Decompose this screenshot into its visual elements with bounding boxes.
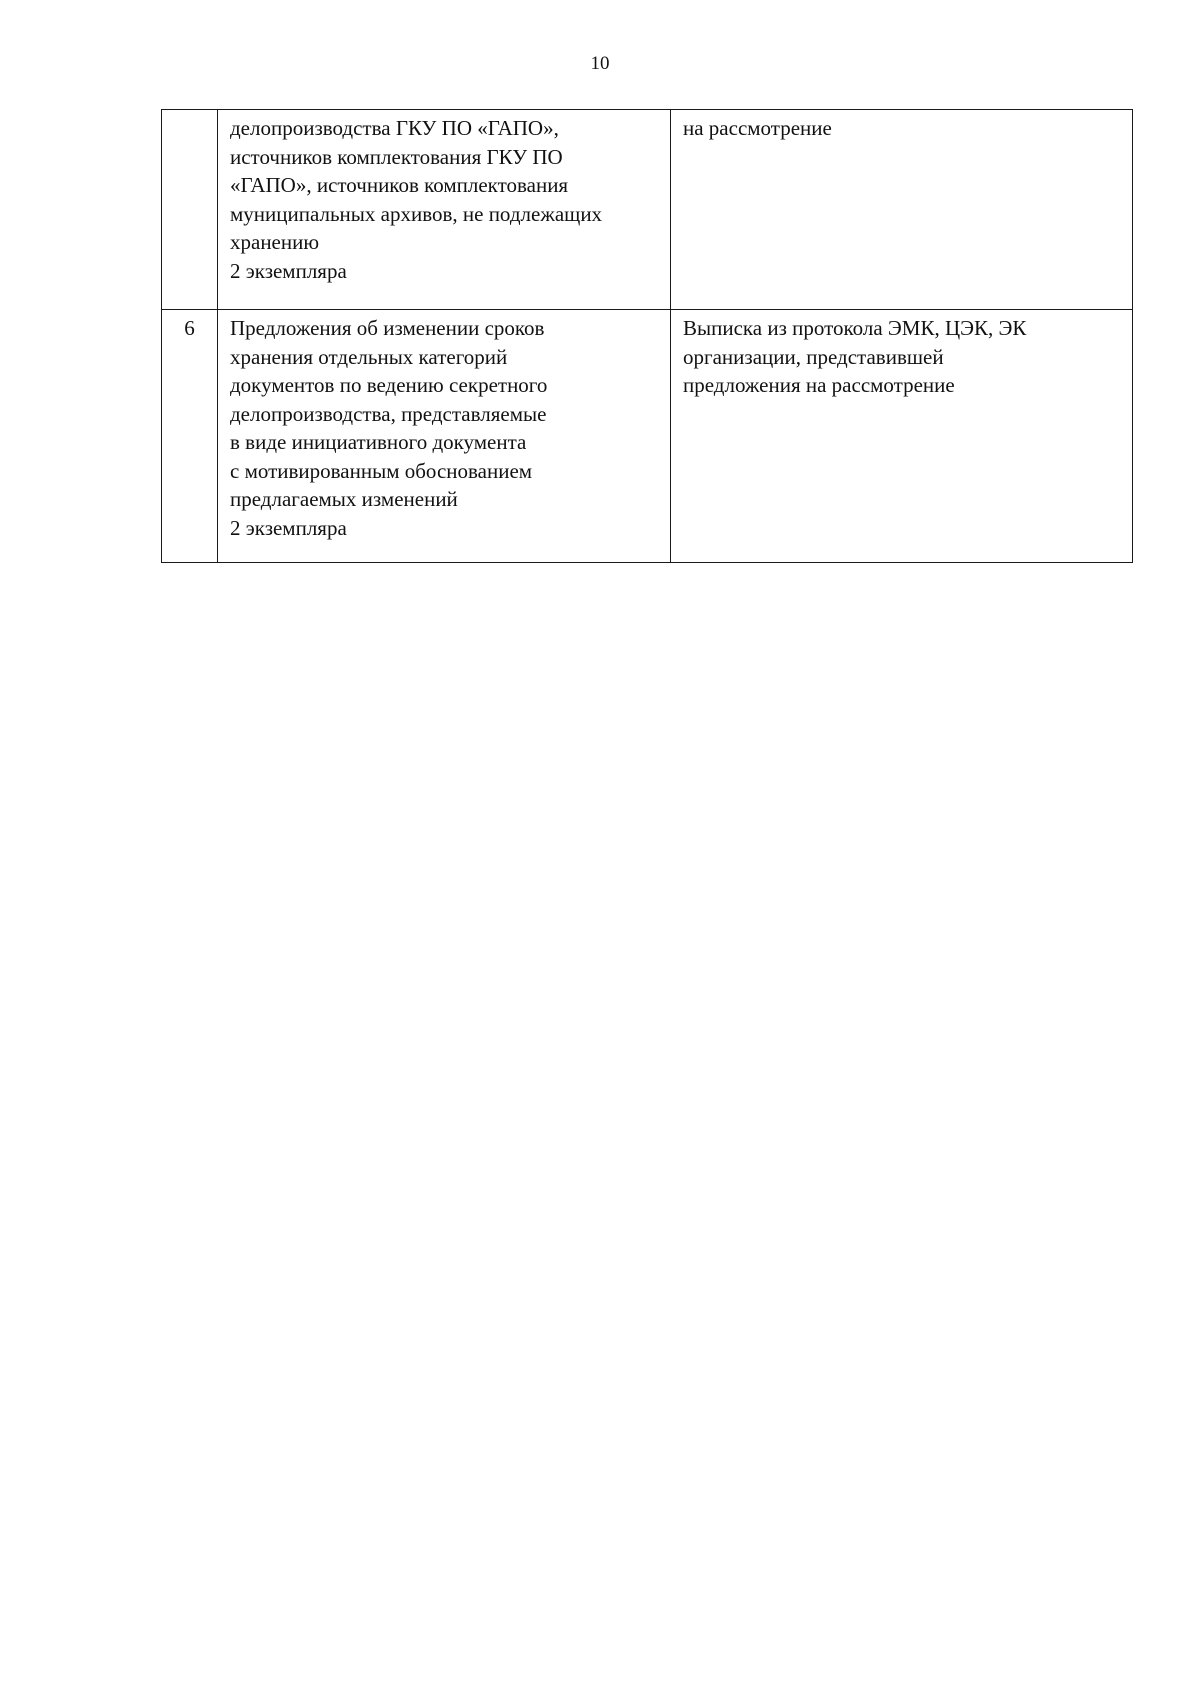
page-number: 10 xyxy=(590,53,610,74)
attachment-cell: Выписка из протокола ЭМК, ЦЭК, ЭК организации, представившей предложения на рассмотрение xyxy=(671,310,1133,563)
attachment-cell: на рассмотрение xyxy=(671,110,1133,310)
row-number-cell xyxy=(162,110,218,310)
row-number-cell: 6 xyxy=(162,310,218,563)
table-row xyxy=(162,310,1133,563)
document-description-cell: Предложения об изменении сроков хранения отдельных категорий документов по ведению секретного делопроизводства, представляемые в виде инициативного документа с мотивированным обоснованием предлагаемых изменений 2 экземпляра xyxy=(218,310,671,563)
document-description-cell: делопроизводства ГКУ ПО «ГАПО», источников комплектования ГКУ ПО «ГАПО», источников комплектования муниципальных архивов, не подлежащих хранению 2 экземпляра xyxy=(218,110,671,310)
document-table xyxy=(161,109,1133,563)
table-row xyxy=(162,110,1133,310)
